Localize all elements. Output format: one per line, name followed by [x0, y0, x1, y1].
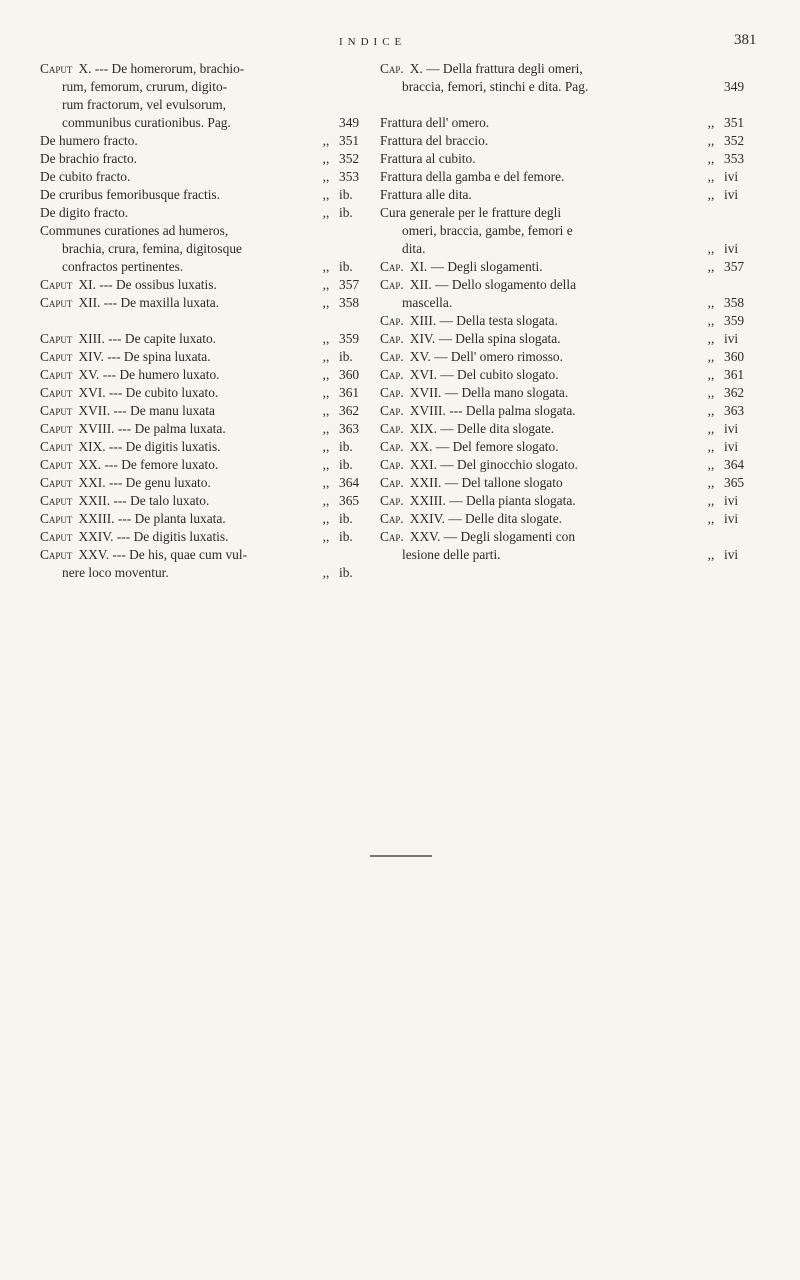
- entry-label: Caput: [40, 295, 73, 310]
- entry-label: Caput: [40, 277, 73, 292]
- entry-label: Caput: [40, 529, 73, 544]
- ditto-mark: ,,: [707, 151, 715, 166]
- entry-text: XXI. --- De genu luxato.: [78, 475, 211, 490]
- ditto-mark: ,,: [322, 439, 330, 454]
- ditto-mark: ,,: [707, 457, 715, 472]
- entry-text: De humero fracto.: [40, 133, 138, 148]
- ditto-mark: ,,: [707, 421, 715, 436]
- toc-entry: [40, 60, 373, 78]
- entry-page: ivi: [724, 421, 739, 436]
- ditto-mark: ,,: [707, 295, 715, 310]
- ditto-mark: ,,: [707, 133, 715, 148]
- toc-entry: [40, 474, 373, 492]
- entry-label: Cap.: [380, 349, 404, 364]
- toc-entry: [40, 510, 373, 528]
- ditto-mark: ,,: [322, 151, 330, 166]
- toc-entry-continuation: dita. ,, ivi: [380, 240, 758, 258]
- entry-text: XXII. — Del tallone slogato: [409, 475, 563, 490]
- entry-label: Caput: [40, 349, 73, 364]
- entry-text: XIX. --- De digitis luxatis.: [78, 439, 221, 454]
- toc-entry: [40, 456, 373, 474]
- entry-label: Caput: [40, 331, 73, 346]
- toc-entry-continuation: nere loco moventur. ,, ib.: [40, 564, 373, 582]
- page-number: 381: [734, 32, 757, 48]
- ditto-mark: ,,: [707, 313, 715, 328]
- toc-entry: [380, 186, 758, 204]
- entry-label: Caput: [40, 439, 73, 454]
- entry-page: ib.: [339, 457, 353, 472]
- toc-entry: Cap. X. — Della frattura degli omeri,: [380, 61, 583, 76]
- toc-entry: [40, 420, 373, 438]
- entry-page: 363: [724, 403, 745, 418]
- entry-text: lesione delle parti.: [402, 547, 501, 562]
- toc-entry: [40, 294, 373, 312]
- entry-text: XXIII. — Della pianta slogata.: [409, 493, 576, 508]
- closing-rule: [370, 855, 432, 857]
- ditto-mark: ,,: [707, 475, 715, 490]
- entry-page: 352: [339, 151, 360, 166]
- ditto-mark: ,,: [322, 457, 330, 472]
- entry-text: XVII. --- De manu luxata: [78, 403, 215, 418]
- toc-entry: [40, 402, 373, 420]
- entry-page: 351: [724, 115, 745, 130]
- ditto-mark: ,,: [707, 259, 715, 274]
- entry-page: 365: [339, 493, 360, 508]
- ditto-mark: ,,: [707, 349, 715, 364]
- toc-entry: [380, 366, 758, 384]
- entry-label: Cap.: [380, 493, 404, 508]
- entry-page: 349: [724, 79, 745, 94]
- toc-entry: Communes curationes ad humeros,: [40, 223, 229, 238]
- toc-entry: [380, 150, 758, 168]
- toc-entry: [380, 456, 758, 474]
- toc-entry: [40, 150, 373, 168]
- ditto-mark: ,,: [707, 367, 715, 382]
- entry-page: ivi: [724, 547, 739, 562]
- entry-label: Caput: [40, 511, 73, 526]
- entry-page: ib.: [339, 259, 353, 274]
- entry-label: Cap.: [380, 421, 404, 436]
- entry-page: ib.: [339, 511, 353, 526]
- entry-label: Cap.: [380, 511, 404, 526]
- running-head: [0, 32, 800, 56]
- ditto-mark: ,,: [707, 439, 715, 454]
- italian-index-column: [380, 60, 758, 564]
- ditto-mark: ,,: [322, 421, 330, 436]
- toc-entry: [380, 546, 758, 564]
- ditto-mark: ,,: [707, 547, 715, 562]
- entry-label: Cap.: [380, 259, 404, 274]
- ditto-mark: ,,: [322, 367, 330, 382]
- entry-page: 362: [724, 385, 745, 400]
- entry-text: Frattura alle dita.: [380, 187, 472, 202]
- ditto-mark: ,,: [707, 385, 715, 400]
- entry-label: Caput: [40, 385, 73, 400]
- entry-text: XIII. — Della testa slogata.: [409, 313, 558, 328]
- entry-label: Caput: [40, 475, 73, 490]
- entry-page: ivi: [724, 331, 739, 346]
- ditto-mark: ,,: [322, 331, 330, 346]
- entry-text: XXIII. --- De planta luxata.: [78, 511, 226, 526]
- toc-entry: [380, 276, 758, 294]
- entry-text: XIV. --- De spina luxata.: [78, 349, 211, 364]
- entry-page: 360: [339, 367, 360, 382]
- ditto-mark: ,,: [322, 205, 330, 220]
- entry-page: 362: [339, 403, 360, 418]
- entry-text: De cubito fracto.: [40, 169, 131, 184]
- toc-entry: [380, 330, 758, 348]
- entry-page: ivi: [724, 169, 739, 184]
- entry-label: Cap.: [380, 439, 404, 454]
- toc-entry: [380, 492, 758, 510]
- toc-entry: [380, 258, 758, 276]
- entry-page: 358: [724, 295, 745, 310]
- ditto-mark: ,,: [322, 349, 330, 364]
- entry-text: XV. — Dell' omero rimosso.: [409, 349, 563, 364]
- entry-label: Caput: [40, 403, 73, 418]
- entry-page: 359: [339, 331, 360, 346]
- toc-entry: [40, 528, 373, 546]
- entry-text: Frattura al cubito.: [380, 151, 476, 166]
- entry-page: 364: [339, 475, 360, 490]
- ditto-mark: ,,: [322, 529, 330, 544]
- toc-entry: [40, 132, 373, 150]
- entry-label: Cap.: [380, 529, 404, 544]
- entry-label: Cap.: [380, 403, 404, 418]
- ditto-mark: ,,: [322, 385, 330, 400]
- toc-entry: [40, 168, 373, 186]
- toc-entry: [40, 186, 373, 204]
- toc-entry-continuation: confractos pertinentes. ,, ib.: [40, 258, 373, 276]
- toc-entry: [40, 348, 373, 366]
- entry-page: 361: [724, 367, 745, 382]
- toc-entry: Cura generale per le fratture degli: [380, 205, 562, 220]
- ditto-mark: ,,: [322, 133, 330, 148]
- entry-text: XII. — Dello slogamento della: [409, 277, 577, 292]
- entry-page: ib.: [339, 565, 353, 580]
- toc-entry: [40, 276, 373, 294]
- toc-entry-continuation: rum, femorum, crurum, digito-: [62, 79, 228, 94]
- toc-entry-continuation: brachia, crura, femina, digitosque: [62, 241, 242, 256]
- entry-label: Cap.: [380, 457, 404, 472]
- ditto-mark: ,,: [707, 169, 715, 184]
- toc-entry: [380, 528, 758, 546]
- entry-label: Caput: [40, 61, 73, 76]
- entry-page: ivi: [724, 511, 739, 526]
- entry-text: XXII. --- De talo luxato.: [78, 493, 210, 508]
- entry-text: XII. --- De maxilla luxata.: [78, 295, 219, 310]
- entry-text: mascella.: [402, 295, 453, 310]
- entry-text: XXIV. — Delle dita slogate.: [409, 511, 563, 526]
- entry-text: XXV. — Degli slogamenti con: [409, 529, 576, 544]
- toc-entry: [380, 420, 758, 438]
- ditto-mark: ,,: [322, 295, 330, 310]
- entry-text: XVII. — Della mano slogata.: [409, 385, 569, 400]
- toc-entry: [380, 438, 758, 456]
- entry-page: 358: [339, 295, 360, 310]
- entry-page: 365: [724, 475, 745, 490]
- entry-page: 364: [724, 457, 745, 472]
- entry-text: XXI. — Del ginocchio slogato.: [409, 457, 578, 472]
- toc-entry-continuation: omeri, braccia, gambe, femori e: [402, 223, 573, 238]
- entry-label: Caput: [40, 421, 73, 436]
- entry-text: XI. — Degli slogamenti.: [409, 259, 543, 274]
- entry-label: Cap.: [380, 313, 404, 328]
- entry-label: Cap.: [380, 367, 404, 382]
- toc-entry: [380, 474, 758, 492]
- entry-text: X. --- De homerorum, brachio-: [78, 61, 245, 76]
- toc-entry-continuation: braccia, femori, stinchi e dita. Pag. 349: [380, 78, 758, 96]
- ditto-mark: ,,: [707, 187, 715, 202]
- toc-entry: [40, 330, 373, 348]
- entry-text: XIV. — Della spina slogata.: [409, 331, 561, 346]
- ditto-mark: ,,: [322, 187, 330, 202]
- ditto-mark: ,,: [322, 493, 330, 508]
- entry-page: 363: [339, 421, 360, 436]
- entry-label: Caput: [40, 367, 73, 382]
- entry-label: Caput: [40, 493, 73, 508]
- entry-text: XVI. — Del cubito slogato.: [409, 367, 559, 382]
- entry-text: XIX. — Delle dita slogate.: [409, 421, 555, 436]
- toc-entry: [380, 312, 758, 330]
- entry-text: XI. --- De ossibus luxatis.: [78, 277, 217, 292]
- entry-page: ivi: [724, 241, 739, 256]
- entry-text: XVI. --- De cubito luxato.: [78, 385, 219, 400]
- toc-entry: [40, 492, 373, 510]
- ditto-mark: ,,: [707, 331, 715, 346]
- entry-text: De brachio fracto.: [40, 151, 138, 166]
- ditto-mark: ,,: [707, 115, 715, 130]
- entry-page: ib.: [339, 349, 353, 364]
- entry-text: Frattura della gamba e del femore.: [380, 169, 565, 184]
- ditto-mark: ,,: [322, 511, 330, 526]
- entry-text: Frattura dell' omero.: [380, 115, 490, 130]
- entry-text: XVIII. --- De palma luxata.: [78, 421, 226, 436]
- entry-page: 361: [339, 385, 360, 400]
- entry-label: Cap.: [380, 277, 404, 292]
- toc-entry: [40, 366, 373, 384]
- entry-page: 360: [724, 349, 745, 364]
- toc-entry: [380, 348, 758, 366]
- entry-text: XX. --- De femore luxato.: [78, 457, 219, 472]
- entry-page: 353: [339, 169, 360, 184]
- entry-label: Cap.: [380, 385, 404, 400]
- toc-entry: [380, 510, 758, 528]
- toc-entry: [40, 438, 373, 456]
- toc-entry-continuation: communibus curationibus. Pag. 349: [40, 114, 373, 132]
- toc-entry: [380, 114, 758, 132]
- entry-text: XX. — Del femore slogato.: [409, 439, 559, 454]
- entry-page: 349: [339, 115, 360, 130]
- entry-page: 357: [339, 277, 360, 292]
- ditto-mark: ,,: [322, 169, 330, 184]
- toc-entry: [40, 204, 373, 222]
- entry-page: ivi: [724, 493, 739, 508]
- entry-text: XVIII. --- Della palma slogata.: [409, 403, 576, 418]
- entry-label: Caput: [40, 457, 73, 472]
- ditto-mark: ,,: [707, 493, 715, 508]
- entry-text: XV. --- De humero luxato.: [78, 367, 220, 382]
- entry-text: XXIV. --- De digitis luxatis.: [78, 529, 229, 544]
- entry-label: Cap.: [380, 331, 404, 346]
- entry-page: ib.: [339, 439, 353, 454]
- ditto-mark: ,,: [707, 511, 715, 526]
- ditto-mark: ,,: [322, 403, 330, 418]
- entry-page: 359: [724, 313, 745, 328]
- toc-entry-continuation: rum fractorum, vel evulsorum,: [62, 97, 226, 112]
- running-title: INDICE: [339, 36, 407, 48]
- entry-page: 352: [724, 133, 745, 148]
- toc-entry: [380, 168, 758, 186]
- entry-page: 351: [339, 133, 360, 148]
- ditto-mark: ,,: [322, 475, 330, 490]
- entry-page: ib.: [339, 205, 353, 220]
- entry-label: Cap.: [380, 475, 404, 490]
- entry-text: De cruribus femoribusque fractis.: [40, 187, 220, 202]
- entry-page: 353: [724, 151, 745, 166]
- entry-text: Frattura del braccio.: [380, 133, 489, 148]
- entry-page: ivi: [724, 439, 739, 454]
- toc-entry: [380, 132, 758, 150]
- toc-entry: Caput XXV. --- De his, quae cum vul-: [40, 547, 248, 562]
- latin-index-column: [40, 60, 373, 582]
- entry-text: XIII. --- De capite luxato.: [78, 331, 216, 346]
- toc-entry: [380, 294, 758, 312]
- toc-entry: [40, 384, 373, 402]
- entry-page: ib.: [339, 187, 353, 202]
- entry-page: ivi: [724, 187, 739, 202]
- entry-page: ib.: [339, 529, 353, 544]
- entry-text: De digito fracto.: [40, 205, 129, 220]
- entry-page: 357: [724, 259, 745, 274]
- ditto-mark: ,,: [707, 403, 715, 418]
- ditto-mark: ,,: [322, 277, 330, 292]
- toc-entry: [380, 384, 758, 402]
- toc-entry: [380, 402, 758, 420]
